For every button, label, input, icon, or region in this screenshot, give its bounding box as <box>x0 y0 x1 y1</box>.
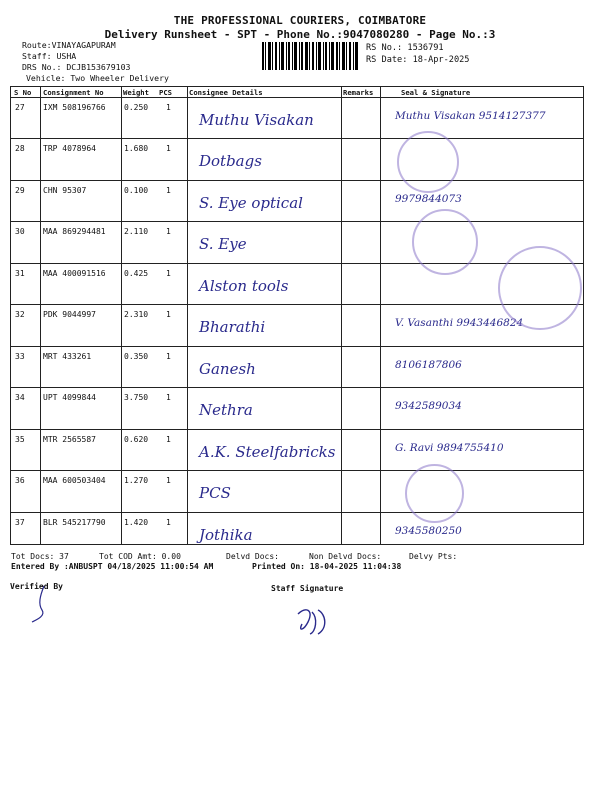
route-line <box>22 40 116 50</box>
weight-value: 3.750 <box>124 393 149 402</box>
route-label: Route: <box>22 40 52 50</box>
serial-number: 28 <box>15 144 25 153</box>
company-title: THE PROFESSIONAL COURIERS, COIMBATORE <box>173 14 427 27</box>
rs-number: RS No.: 1536791 <box>366 43 444 53</box>
consignment-number: CHN 95307 <box>43 186 87 195</box>
runsheet-table <box>10 86 584 545</box>
consignment-number: MTR 2565587 <box>43 435 96 444</box>
weight-value: 1.420 <box>124 518 149 527</box>
consignment-number: MAA 869294481 <box>43 227 106 236</box>
consignment-number: BLR 545217790 <box>43 518 106 527</box>
staff-signature-label: Staff Signature <box>271 584 344 593</box>
weight-value: 1.270 <box>124 476 149 485</box>
seal-signature: V. Vasanthi 9943446824 <box>395 317 524 329</box>
serial-number: 35 <box>15 435 25 444</box>
pieces-count: 1 <box>166 144 171 153</box>
consignment-number: TRP 4078964 <box>43 144 96 153</box>
weight-value: 0.250 <box>124 103 149 112</box>
table-row <box>11 180 583 221</box>
pieces-count: 1 <box>166 435 171 444</box>
serial-number: 31 <box>15 269 25 278</box>
weight-value: 2.310 <box>124 310 149 319</box>
verified-signature-icon <box>28 584 56 624</box>
header-seal-signature: Seal & Signature <box>401 88 471 97</box>
consignee-name: Muthu Visakan <box>199 111 314 129</box>
consignee-name: Jothika <box>199 526 253 544</box>
table-row <box>11 429 583 470</box>
barcode-icon <box>262 42 358 70</box>
weight-value: 0.425 <box>124 269 149 278</box>
serial-number: 37 <box>15 518 25 527</box>
serial-number: 27 <box>15 103 25 112</box>
delivery-points: Delvy Pts: <box>409 552 458 561</box>
table-row <box>11 304 583 346</box>
delivered-docs: Delvd Docs: <box>226 552 279 561</box>
tools-technologies-stamp <box>498 246 582 330</box>
consignment-number: MAA 600503404 <box>43 476 106 485</box>
serial-number: 32 <box>15 310 25 319</box>
pieces-count: 1 <box>166 518 171 527</box>
table-row <box>11 470 583 512</box>
route-value: VINAYAGAPURAM <box>51 40 116 50</box>
serial-number: 33 <box>15 352 25 361</box>
seal-signature: 9345580250 <box>395 525 462 537</box>
consignee-name: Ganesh <box>199 360 256 378</box>
header-sno: S No <box>14 88 32 97</box>
consignment-number: IXM 508196766 <box>43 103 106 112</box>
weight-value: 0.350 <box>124 352 149 361</box>
seal-signature: 9342589034 <box>395 400 462 412</box>
consignment-number: PDK 9044997 <box>43 310 96 319</box>
weight-value: 1.680 <box>124 144 149 153</box>
weight-value: 0.620 <box>124 435 149 444</box>
table-row <box>11 387 583 429</box>
table-row <box>11 512 583 544</box>
printed-on: Printed On: 18-04-2025 11:04:38 <box>252 562 402 571</box>
consignee-name: S. Eye <box>199 235 247 253</box>
consignee-name: A.K. Steelfabricks <box>199 443 336 461</box>
pieces-count: 1 <box>166 227 171 236</box>
serial-number: 29 <box>15 186 25 195</box>
round-stamp <box>405 464 464 523</box>
header-consignee-details: Consignee Details <box>189 88 263 97</box>
rs-date: RS Date: 18-Apr-2025 <box>366 55 470 65</box>
header-consignment-no: Consignment No <box>43 88 104 97</box>
serial-number: 36 <box>15 476 25 485</box>
seal-signature: Muthu Visakan 9514127377 <box>395 110 546 122</box>
pieces-count: 1 <box>166 393 171 402</box>
seal-signature: 8106187806 <box>395 359 462 371</box>
consignment-number: UPT 4099844 <box>43 393 96 402</box>
consignee-name: PCS <box>199 484 231 502</box>
staff-line: Staff: USHA <box>22 51 77 61</box>
consignee-name: S. Eye optical <box>199 194 303 212</box>
entered-by: Entered By :ANBUSPT 04/18/2025 11:00:54 AM <box>11 562 214 571</box>
table-row <box>11 346 583 387</box>
pieces-count: 1 <box>166 103 171 112</box>
vehicle-line: Vehicle: Two Wheeler Delivery <box>26 73 169 83</box>
table-row <box>11 97 583 138</box>
table-row <box>11 221 583 263</box>
total-cod-amount: Tot COD Amt: 0.00 <box>99 552 181 561</box>
table-row <box>11 138 583 180</box>
pieces-count: 1 <box>166 476 171 485</box>
serial-number: 30 <box>15 227 25 236</box>
consignment-number: MAA 400091516 <box>43 269 106 278</box>
staff-signature-icon <box>292 604 332 638</box>
total-docs: Tot Docs: 37 <box>11 552 69 561</box>
pieces-count: 1 <box>166 269 171 278</box>
consignee-name: Bharathi <box>199 318 266 336</box>
pieces-count: 1 <box>166 186 171 195</box>
weight-value: 0.100 <box>124 186 149 195</box>
header-weight: Weight <box>123 88 149 97</box>
serial-number: 34 <box>15 393 25 402</box>
consignee-name: Alston tools <box>199 277 289 295</box>
drs-number: DRS No.: DCJB153679103 <box>22 62 131 72</box>
header-pcs: PCS <box>159 88 172 97</box>
consignee-name: Dotbags <box>199 152 262 170</box>
pieces-count: 1 <box>166 310 171 319</box>
verified-by-label: Verified By <box>10 582 63 591</box>
header-remarks: Remarks <box>343 88 374 97</box>
seal-signature: 9979844073 <box>395 193 462 205</box>
non-delivered-docs: Non Delvd Docs: <box>309 552 382 561</box>
pieces-count: 1 <box>166 352 171 361</box>
weight-value: 2.110 <box>124 227 149 236</box>
seal-signature: G. Ravi 9894755410 <box>395 442 504 454</box>
consignment-number: MRT 433261 <box>43 352 92 361</box>
sahara-centre-stamp-top <box>397 131 459 193</box>
runsheet-title: Delivery Runsheet - SPT - Phone No.:9047080280 - Page No.:3 <box>104 28 496 41</box>
consignee-name: Nethra <box>199 401 253 419</box>
sahara-centre-stamp <box>412 209 478 275</box>
